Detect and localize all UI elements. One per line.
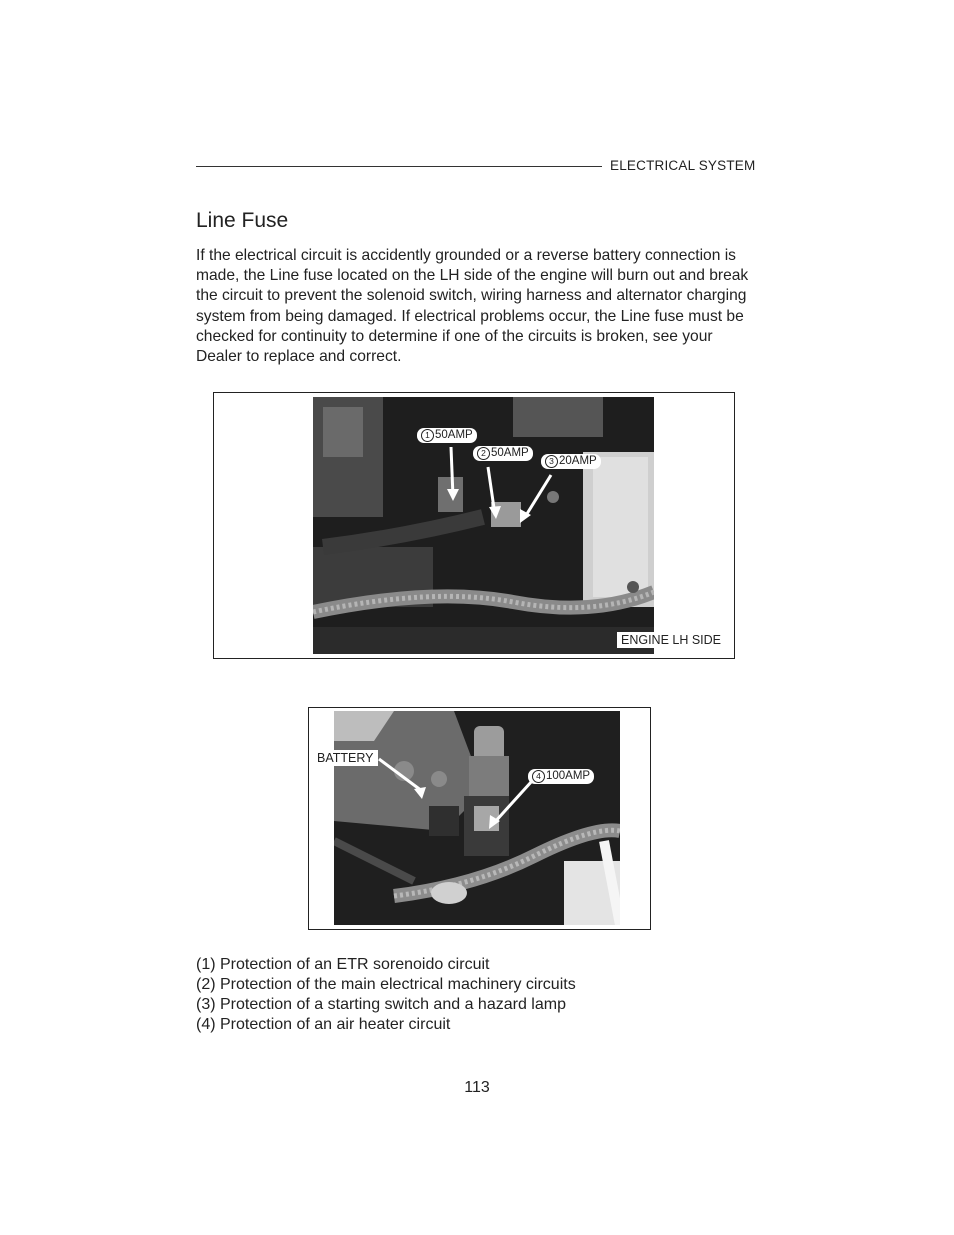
legend-item: (3) Protection of a starting switch and a hazard lamp	[196, 996, 566, 1013]
legend-item: (2) Protection of the main electrical machinery circuits	[196, 976, 576, 993]
legend-item: (4) Protection of an air heater circuit	[196, 1016, 451, 1033]
engine-photo	[313, 397, 654, 654]
callout-rating: 50AMP	[491, 447, 529, 459]
callout-fuse-1	[417, 428, 477, 443]
callout-rating: 20AMP	[559, 455, 597, 467]
battery-label: BATTERY	[313, 750, 378, 766]
section-header: ELECTRICAL SYSTEM	[610, 158, 756, 173]
callout-number: 2	[477, 447, 490, 460]
legend-item: (1) Protection of an ETR sorenoido circuit	[196, 956, 490, 973]
callout-number: 4	[532, 770, 545, 783]
callout-number: 1	[421, 429, 434, 442]
intro-paragraph: If the electrical circuit is accidently grounded or a reverse battery connection is made, the Line fuse located on the LH side of the engine will burn out and break the circuit to prevent the solenoid switch, wiring harness and alternator charging system from being damaged. If electrical problems occur, the Line fuse must be checked for continuity to determine if one of the circuits is broken, see your Dealer to replace and correct.	[196, 247, 749, 366]
figure-caption: ENGINE LH SIDE	[617, 632, 725, 648]
callout-fuse-4	[528, 769, 594, 784]
callout-fuse-2	[473, 446, 533, 461]
fuse-legend-list	[196, 955, 576, 1035]
header-rule	[196, 166, 602, 167]
callout-fuse-3	[541, 454, 601, 469]
figure-engine-lh-side	[213, 392, 735, 659]
callout-rating: 100AMP	[546, 770, 591, 782]
battery-photo	[334, 711, 620, 925]
callout-rating: 50AMP	[435, 429, 473, 441]
callout-number: 3	[545, 455, 558, 468]
page-title: Line Fuse	[196, 209, 289, 232]
page-number: 113	[464, 1079, 490, 1096]
figure-battery	[308, 707, 651, 930]
